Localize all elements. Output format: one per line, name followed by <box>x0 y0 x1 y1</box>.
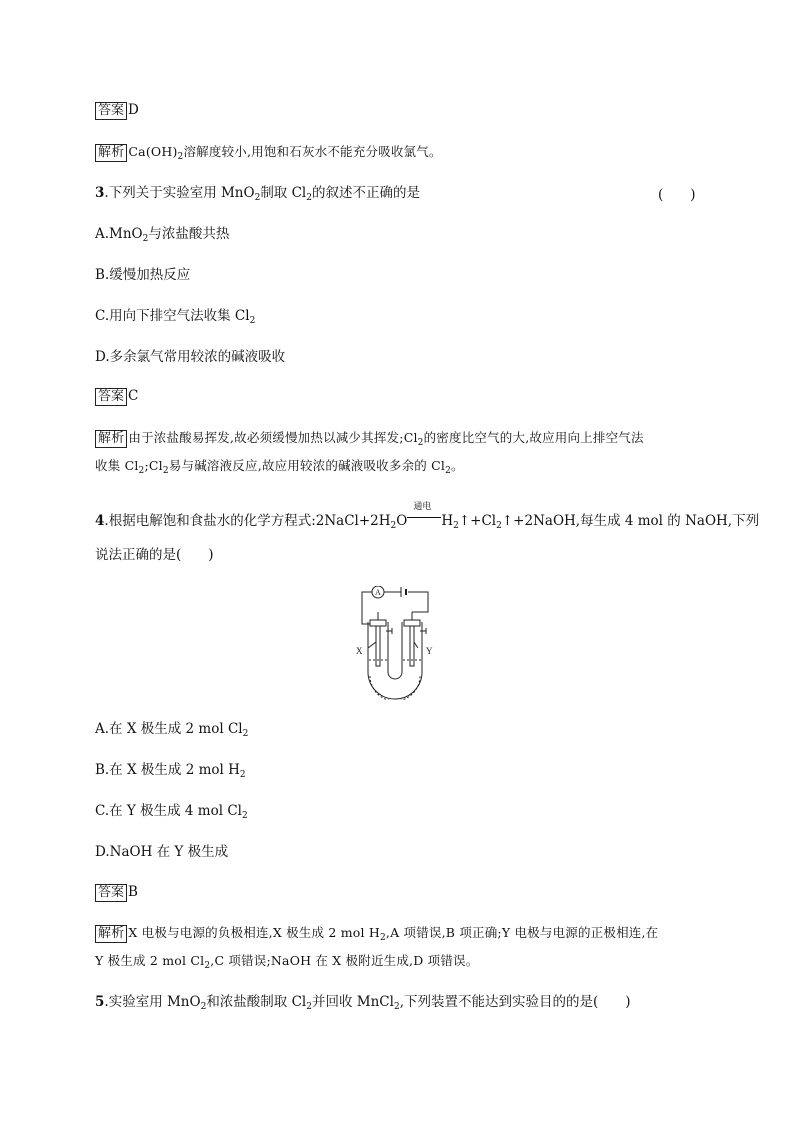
q4-stem-line-2: 说法正确的是( ) <box>95 547 214 563</box>
q4-explanation-line-2: Y 极生成 2 mol $Cl_2,C$ 项错误;NaOH 在 X 极附近生成,D 项错误。 <box>95 953 479 971</box>
electrolysis-u-tube-diagram <box>356 586 440 700</box>
q4-stem-line-1: 4.根据电解饱和食盐水的化学方程式$:2NaCl+2H_2O$ 通电 $H_2↑+Cl_2↑+2NaOH$,每生成 4 mol 的 NaOH,下列 <box>95 502 760 531</box>
wire-right <box>408 592 428 612</box>
answer-tag: 答案 <box>95 884 127 902</box>
reaction-condition: 通电 <box>407 511 441 525</box>
q3-explanation-line-1: 解析 由于浓盐酸易挥发,故必须缓慢加热以减少其挥发$;Cl_2$的密度比空气的大,故应用向上排空气法 <box>95 428 644 448</box>
q4-option-b: B.在 X 极生成 2 mol $H_2$ <box>95 762 246 780</box>
q3-answer-line <box>95 386 138 406</box>
q4-option-c: C.在 Y 极生成 4 mol $Cl_2$ <box>95 803 248 821</box>
answer-value: B <box>128 884 138 900</box>
question-number: 5 <box>95 994 105 1010</box>
q4-answer-line <box>95 882 138 902</box>
answer-tag: 答案 <box>95 102 127 120</box>
label-x: X <box>356 646 363 656</box>
question-number: 3 <box>95 185 105 201</box>
explain-tag: 解析 <box>95 430 127 448</box>
q3-stem: 3.下列关于实验室用 MnO$_2$制取 $Cl_2$的叙述不正确的是 <box>95 185 420 203</box>
explain-text: Ca(OH) <box>128 144 178 159</box>
q4-option-a: A.在 X 极生成 2 mol $Cl_2$ <box>95 721 249 739</box>
q3-option-c: C.用向下排空气法收集 $Cl_2$ <box>95 308 256 326</box>
q3-answer-blank: ( ) <box>658 187 696 203</box>
answer-tag: 答案 <box>95 388 127 406</box>
q3-option-d: D.多余氯气常用较浓的碱液吸收 <box>95 349 286 365</box>
explain-tag: 解析 <box>95 925 127 943</box>
q3-option-b: B.缓慢加热反应 <box>95 267 191 283</box>
answer-value: C <box>128 388 139 404</box>
q4-explanation-line-1: 解析 X 电极与电源的负极相连,X 极生成 2 mol $H_2,A$ 项错误,B 项正确;Y 电极与电源的正极相连,在 <box>95 923 658 943</box>
question-number: 4 <box>95 513 105 529</box>
q3-option-a: A.MnO$_2$与浓盐酸共热 <box>95 226 230 244</box>
q2-explanation-line: 解析 $Ca(OH)_2$溶解度较小,用饱和石灰水不能充分吸收氯气。 <box>95 142 442 162</box>
explain-tag: 解析 <box>95 144 127 162</box>
q5-stem: 5.实验室用 MnO$_2$和浓盐酸制取 $Cl_2$并回收 MnCl$_2$,下列装置不能达到实验目的的是( ) <box>95 994 631 1012</box>
explain-text: 溶解度较小,用饱和石灰水不能充分吸收氯气。 <box>183 144 442 159</box>
ammeter-label: A <box>375 588 381 597</box>
answer-value: D <box>128 102 139 118</box>
q2-answer-line <box>95 100 139 120</box>
q3-explanation-line-2: 收集 $Cl_2;Cl_2$易与碱溶液反应,故应用较浓的碱液吸收多余的 $Cl_2$。 <box>95 458 464 476</box>
label-y: Y <box>426 646 433 656</box>
q4-option-d: D.NaOH 在 Y 极生成 <box>95 844 229 860</box>
